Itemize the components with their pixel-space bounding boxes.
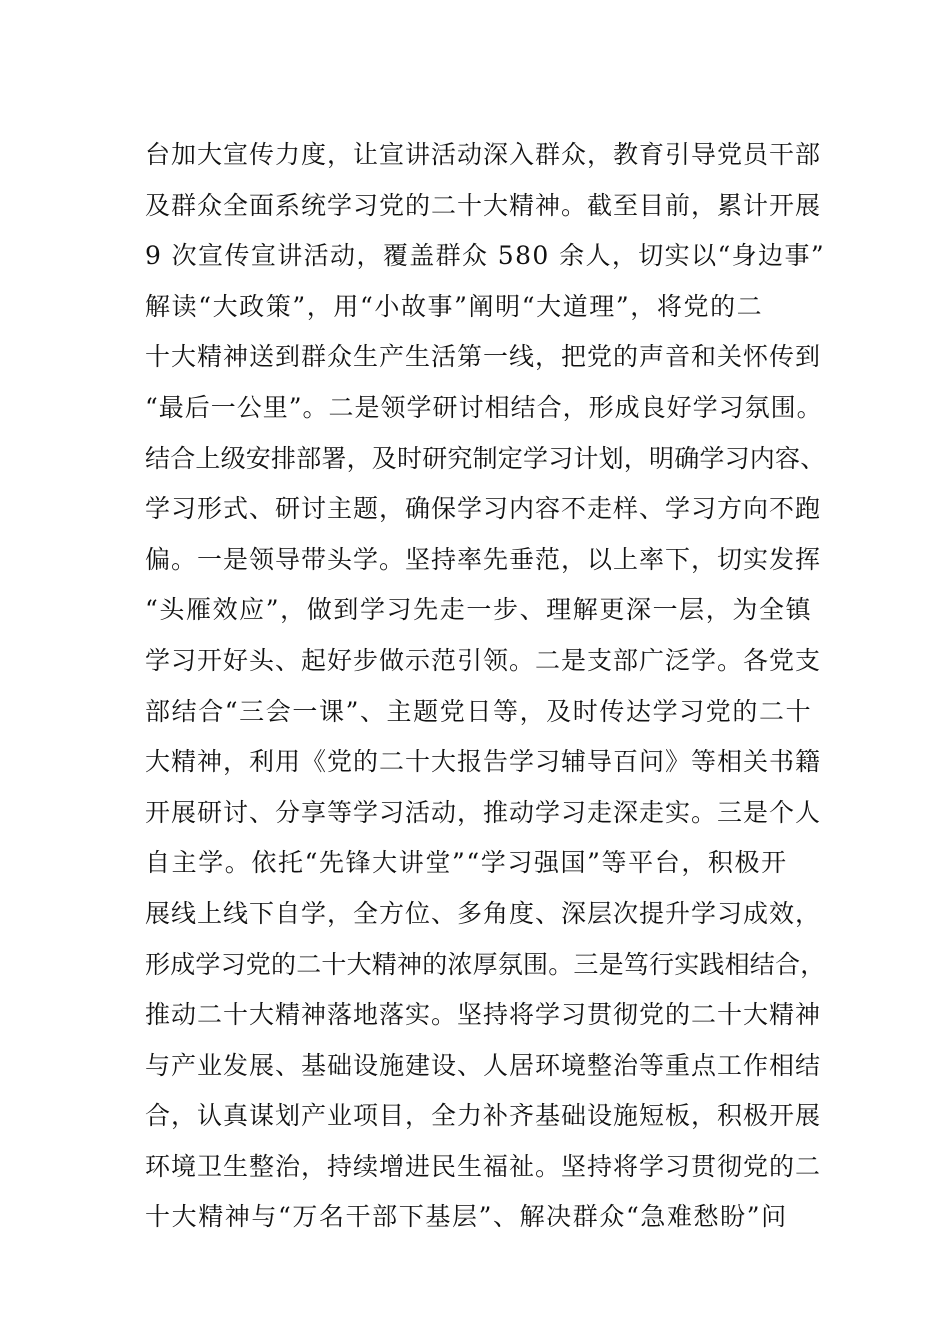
text-line: 学习形式、研讨主题，确保学习内容不走样、学习方向不跑 [145,494,822,524]
text-line: 十大精神送到群众生产生活第一线，把党的声音和关怀传到 [145,342,822,372]
text-line: 偏。一是领导带头学。坚持率先垂范，以上率下，切实发挥 [145,544,822,574]
text-line: 自主学。依托“先锋大讲堂”“学习强国”等平台，积极开 [145,848,788,878]
text-line: 大精神，利用《党的二十大报告学习辅导百问》等相关书籍 [145,747,822,777]
text-line: 开展研讨、分享等学习活动，推动学习走深走实。三是个人 [145,797,822,827]
text-line: 形成学习党的二十大精神的浓厚氛围。三是笃行实践相结合， [145,949,826,979]
text-line: 9 次宣传宣讲活动，覆盖群众 580 余人，切实以“身边事” [145,241,826,271]
text-line: 解读“大政策”，用“小故事”阐明“大道理”，将党的二 [145,291,764,321]
text-line: “头雁效应”，做到学习先走一步、理解更深一层，为全镇 [145,595,813,625]
text-line: 与产业发展、基础设施建设、人居环境整治等重点工作相结 [145,1050,822,1080]
text-line: 环境卫生整治，持续增进民生福祉。坚持将学习贯彻党的二 [145,1151,822,1181]
text-line: 学习开好头、起好步做示范引领。二是支部广泛学。各党支 [145,645,822,675]
text-line: 合，认真谋划产业项目，全力补齐基础设施短板，积极开展 [145,1101,822,1131]
text-line: 部结合“三会一课”、主题党日等，及时传达学习党的二十 [145,696,813,726]
text-line: 十大精神与“万名干部下基层”、解决群众“急难愁盼”问 [145,1202,788,1232]
text-line: 展线上线下自学，全方位、多角度、深层次提升学习成效， [145,898,822,928]
text-line: 推动二十大精神落地落实。坚持将学习贯彻党的二十大精神 [145,1000,822,1030]
text-line: “最后一公里”。二是领学研讨相结合，形成良好学习氛围。 [145,392,823,422]
text-line: 及群众全面系统学习党的二十大精神。截至目前，累计开展 [145,190,822,220]
body-text [145,130,825,1243]
text-line: 结合上级安排部署，及时研究制定学习计划，明确学习内容、 [145,443,826,473]
text-line: 台加大宣传力度，让宣讲活动深入群众，教育引导党员干部 [145,140,822,169]
